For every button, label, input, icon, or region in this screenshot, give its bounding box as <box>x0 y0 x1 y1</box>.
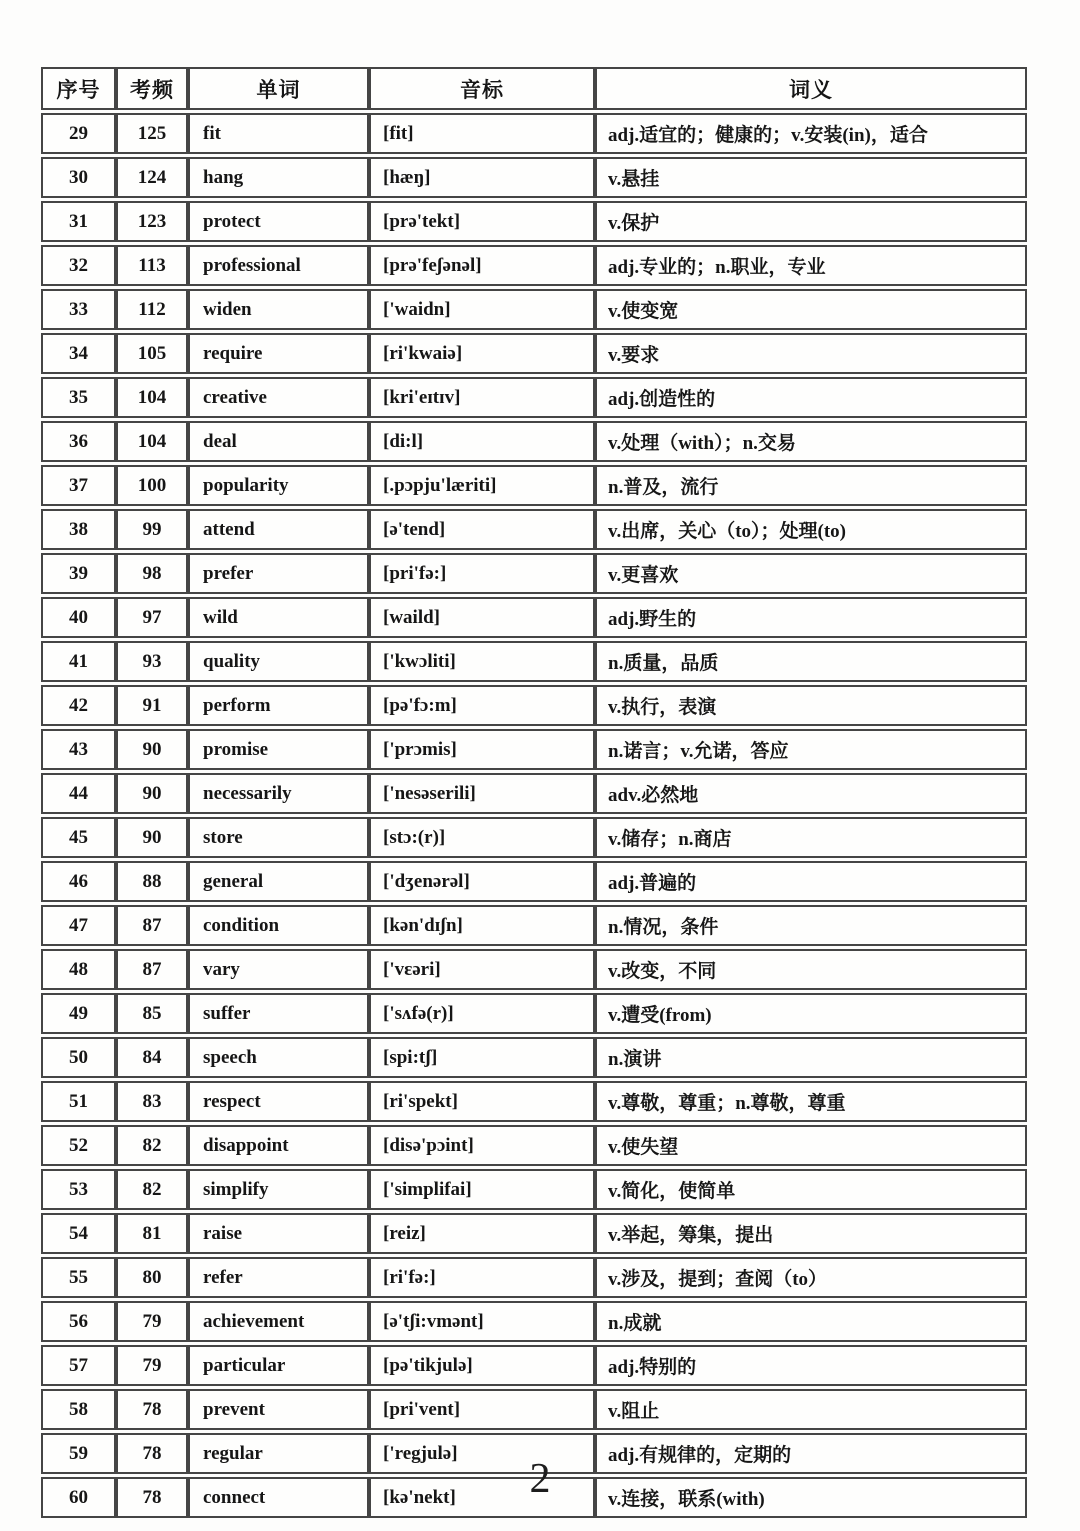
phonetic-cell: ['waidn] <box>369 289 595 330</box>
word-cell: necessarily <box>188 773 369 814</box>
meaning-cell: v.使变宽 <box>595 289 1027 330</box>
table-row <box>41 113 1027 154</box>
no-cell: 40 <box>41 597 116 638</box>
freq-cell: 79 <box>116 1301 188 1342</box>
table-row <box>41 333 1027 374</box>
freq-cell: 99 <box>116 509 188 550</box>
word-cell: hang <box>188 157 369 198</box>
no-cell: 46 <box>41 861 116 902</box>
phonetic-cell: [ri'spekt] <box>369 1081 595 1122</box>
meaning-cell: adj.适宜的；健康的；v.安装(in)，适合 <box>595 113 1027 154</box>
no-cell: 55 <box>41 1257 116 1298</box>
word-cell: simplify <box>188 1169 369 1210</box>
meaning-cell: adj.有规律的，定期的 <box>595 1433 1027 1474</box>
table-row <box>41 1081 1027 1122</box>
vocab-table-body <box>41 113 1027 1518</box>
no-cell: 33 <box>41 289 116 330</box>
phonetic-cell: [ə'tʃi:vmənt] <box>369 1301 595 1342</box>
meaning-cell: v.储存；n.商店 <box>595 817 1027 858</box>
table-row <box>41 1301 1027 1342</box>
phonetic-cell: [.pɔpju'læriti] <box>369 465 595 506</box>
meaning-cell: v.连接，联系(with) <box>595 1477 1027 1518</box>
meaning-cell: v.举起，筹集，提出 <box>595 1213 1027 1254</box>
no-cell: 49 <box>41 993 116 1034</box>
freq-cell: 78 <box>116 1389 188 1430</box>
meaning-cell: v.悬挂 <box>595 157 1027 198</box>
phonetic-cell: [fit] <box>369 113 595 154</box>
table-row <box>41 465 1027 506</box>
no-cell: 52 <box>41 1125 116 1166</box>
table-row <box>41 421 1027 462</box>
phonetic-cell: [disə'pɔint] <box>369 1125 595 1166</box>
phonetic-cell: [ə'tend] <box>369 509 595 550</box>
freq-cell: 105 <box>116 333 188 374</box>
freq-cell: 78 <box>116 1477 188 1518</box>
meaning-cell: n.质量，品质 <box>595 641 1027 682</box>
freq-cell: 84 <box>116 1037 188 1078</box>
freq-cell: 112 <box>116 289 188 330</box>
table-row <box>41 1125 1027 1166</box>
meaning-cell: v.出席，关心（to）；处理(to) <box>595 509 1027 550</box>
freq-cell: 90 <box>116 729 188 770</box>
no-cell: 38 <box>41 509 116 550</box>
word-cell: disappoint <box>188 1125 369 1166</box>
word-cell: creative <box>188 377 369 418</box>
meaning-cell: n.成就 <box>595 1301 1027 1342</box>
phonetic-cell: ['kwɔliti] <box>369 641 595 682</box>
meaning-cell: n.普及，流行 <box>595 465 1027 506</box>
meaning-cell: v.处理（with）；n.交易 <box>595 421 1027 462</box>
phonetic-cell: [kən'dɪʃn] <box>369 905 595 946</box>
phonetic-cell: [pri'vent] <box>369 1389 595 1430</box>
phonetic-cell: ['simplifai] <box>369 1169 595 1210</box>
word-cell: respect <box>188 1081 369 1122</box>
no-cell: 51 <box>41 1081 116 1122</box>
freq-cell: 104 <box>116 377 188 418</box>
word-cell: refer <box>188 1257 369 1298</box>
table-row <box>41 729 1027 770</box>
phonetic-cell: [ri'kwaiə] <box>369 333 595 374</box>
freq-cell: 87 <box>116 949 188 990</box>
phonetic-cell: [spi:tʃ] <box>369 1037 595 1078</box>
word-cell: vary <box>188 949 369 990</box>
table-row <box>41 1389 1027 1430</box>
no-cell: 56 <box>41 1301 116 1342</box>
no-cell: 57 <box>41 1345 116 1386</box>
phonetic-cell: [pə'fɔ:m] <box>369 685 595 726</box>
meaning-cell: n.情况，条件 <box>595 905 1027 946</box>
word-cell: protect <box>188 201 369 242</box>
vocab-table <box>41 64 1027 1521</box>
meaning-cell: v.简化，使简单 <box>595 1169 1027 1210</box>
phonetic-cell: ['prɔmis] <box>369 729 595 770</box>
freq-cell: 79 <box>116 1345 188 1386</box>
word-cell: suffer <box>188 993 369 1034</box>
word-cell: condition <box>188 905 369 946</box>
meaning-cell: n.演讲 <box>595 1037 1027 1078</box>
word-cell: perform <box>188 685 369 726</box>
word-cell: prevent <box>188 1389 369 1430</box>
meaning-cell: v.更喜欢 <box>595 553 1027 594</box>
no-cell: 30 <box>41 157 116 198</box>
phonetic-cell: ['regjulə] <box>369 1433 595 1474</box>
no-cell: 60 <box>41 1477 116 1518</box>
no-cell: 58 <box>41 1389 116 1430</box>
table-row <box>41 553 1027 594</box>
no-cell: 31 <box>41 201 116 242</box>
phonetic-cell: [waild] <box>369 597 595 638</box>
meaning-cell: v.使失望 <box>595 1125 1027 1166</box>
no-cell: 39 <box>41 553 116 594</box>
freq-cell: 88 <box>116 861 188 902</box>
freq-cell: 87 <box>116 905 188 946</box>
freq-cell: 78 <box>116 1433 188 1474</box>
meaning-cell: v.保护 <box>595 201 1027 242</box>
col-header-freq: 考频 <box>116 67 188 110</box>
word-cell: professional <box>188 245 369 286</box>
word-cell: general <box>188 861 369 902</box>
col-header-word: 单词 <box>188 67 369 110</box>
meaning-cell: v.执行，表演 <box>595 685 1027 726</box>
no-cell: 42 <box>41 685 116 726</box>
no-cell: 59 <box>41 1433 116 1474</box>
freq-cell: 90 <box>116 773 188 814</box>
table-row <box>41 1169 1027 1210</box>
freq-cell: 124 <box>116 157 188 198</box>
word-cell: deal <box>188 421 369 462</box>
table-row <box>41 157 1027 198</box>
freq-cell: 90 <box>116 817 188 858</box>
word-cell: quality <box>188 641 369 682</box>
col-header-meaning: 词义 <box>595 67 1027 110</box>
table-row <box>41 1037 1027 1078</box>
meaning-cell: adj.野生的 <box>595 597 1027 638</box>
meaning-cell: v.改变，不同 <box>595 949 1027 990</box>
no-cell: 45 <box>41 817 116 858</box>
no-cell: 35 <box>41 377 116 418</box>
table-row <box>41 245 1027 286</box>
freq-cell: 82 <box>116 1125 188 1166</box>
table-row <box>41 641 1027 682</box>
word-cell: promise <box>188 729 369 770</box>
table-row <box>41 861 1027 902</box>
word-cell: attend <box>188 509 369 550</box>
freq-cell: 113 <box>116 245 188 286</box>
page-number: 2 <box>529 1456 551 1502</box>
meaning-cell: v.阻止 <box>595 1389 1027 1430</box>
table-row <box>41 377 1027 418</box>
table-row <box>41 993 1027 1034</box>
freq-cell: 93 <box>116 641 188 682</box>
phonetic-cell: [di:l] <box>369 421 595 462</box>
phonetic-cell: [pri'fə:] <box>369 553 595 594</box>
freq-cell: 97 <box>116 597 188 638</box>
no-cell: 36 <box>41 421 116 462</box>
freq-cell: 91 <box>116 685 188 726</box>
freq-cell: 83 <box>116 1081 188 1122</box>
word-cell: achievement <box>188 1301 369 1342</box>
no-cell: 50 <box>41 1037 116 1078</box>
no-cell: 43 <box>41 729 116 770</box>
phonetic-cell: [kri'eɪtɪv] <box>369 377 595 418</box>
word-cell: speech <box>188 1037 369 1078</box>
freq-cell: 100 <box>116 465 188 506</box>
no-cell: 37 <box>41 465 116 506</box>
phonetic-cell: ['nesəserili] <box>369 773 595 814</box>
no-cell: 44 <box>41 773 116 814</box>
no-cell: 29 <box>41 113 116 154</box>
freq-cell: 82 <box>116 1169 188 1210</box>
phonetic-cell: [kə'nekt] <box>369 1477 595 1518</box>
meaning-cell: n.诺言；v.允诺，答应 <box>595 729 1027 770</box>
meaning-cell: adv.必然地 <box>595 773 1027 814</box>
table-row <box>41 1345 1027 1386</box>
table-row <box>41 773 1027 814</box>
header-row <box>41 67 1027 110</box>
no-cell: 54 <box>41 1213 116 1254</box>
table-row <box>41 509 1027 550</box>
no-cell: 53 <box>41 1169 116 1210</box>
table-row <box>41 1257 1027 1298</box>
phonetic-cell: [reiz] <box>369 1213 595 1254</box>
meaning-cell: adj.特别的 <box>595 1345 1027 1386</box>
phonetic-cell: ['sʌfə(r)] <box>369 993 595 1034</box>
word-cell: prefer <box>188 553 369 594</box>
meaning-cell: adj.创造性的 <box>595 377 1027 418</box>
table-row <box>41 597 1027 638</box>
meaning-cell: adj.专业的；n.职业，专业 <box>595 245 1027 286</box>
col-header-no: 序号 <box>41 67 116 110</box>
phonetic-cell: ['dʒenərəl] <box>369 861 595 902</box>
word-cell: connect <box>188 1477 369 1518</box>
word-cell: require <box>188 333 369 374</box>
word-cell: widen <box>188 289 369 330</box>
meaning-cell: v.遭受(from) <box>595 993 1027 1034</box>
no-cell: 48 <box>41 949 116 990</box>
no-cell: 34 <box>41 333 116 374</box>
phonetic-cell: [pə'tikjulə] <box>369 1345 595 1386</box>
phonetic-cell: [ri'fə:] <box>369 1257 595 1298</box>
table-row <box>41 201 1027 242</box>
phonetic-cell: [stɔ:(r)] <box>369 817 595 858</box>
phonetic-cell: [prə'feʃənəl] <box>369 245 595 286</box>
freq-cell: 104 <box>116 421 188 462</box>
table-row <box>41 289 1027 330</box>
freq-cell: 125 <box>116 113 188 154</box>
word-cell: popularity <box>188 465 369 506</box>
no-cell: 47 <box>41 905 116 946</box>
table-row <box>41 817 1027 858</box>
word-cell: store <box>188 817 369 858</box>
phonetic-cell: [hæŋ] <box>369 157 595 198</box>
table-row <box>41 949 1027 990</box>
word-cell: particular <box>188 1345 369 1386</box>
freq-cell: 80 <box>116 1257 188 1298</box>
table-row <box>41 905 1027 946</box>
freq-cell: 98 <box>116 553 188 594</box>
meaning-cell: adj.普遍的 <box>595 861 1027 902</box>
meaning-cell: v.涉及，提到；查阅（to） <box>595 1257 1027 1298</box>
phonetic-cell: ['vɛəri] <box>369 949 595 990</box>
freq-cell: 123 <box>116 201 188 242</box>
freq-cell: 85 <box>116 993 188 1034</box>
word-cell: fit <box>188 113 369 154</box>
table-row <box>41 1213 1027 1254</box>
word-cell: regular <box>188 1433 369 1474</box>
word-cell: wild <box>188 597 369 638</box>
meaning-cell: v.尊敬，尊重；n.尊敬，尊重 <box>595 1081 1027 1122</box>
no-cell: 41 <box>41 641 116 682</box>
phonetic-cell: [prə'tekt] <box>369 201 595 242</box>
word-cell: raise <box>188 1213 369 1254</box>
no-cell: 32 <box>41 245 116 286</box>
meaning-cell: v.要求 <box>595 333 1027 374</box>
freq-cell: 81 <box>116 1213 188 1254</box>
table-row <box>41 685 1027 726</box>
col-header-phonetic: 音标 <box>369 67 595 110</box>
